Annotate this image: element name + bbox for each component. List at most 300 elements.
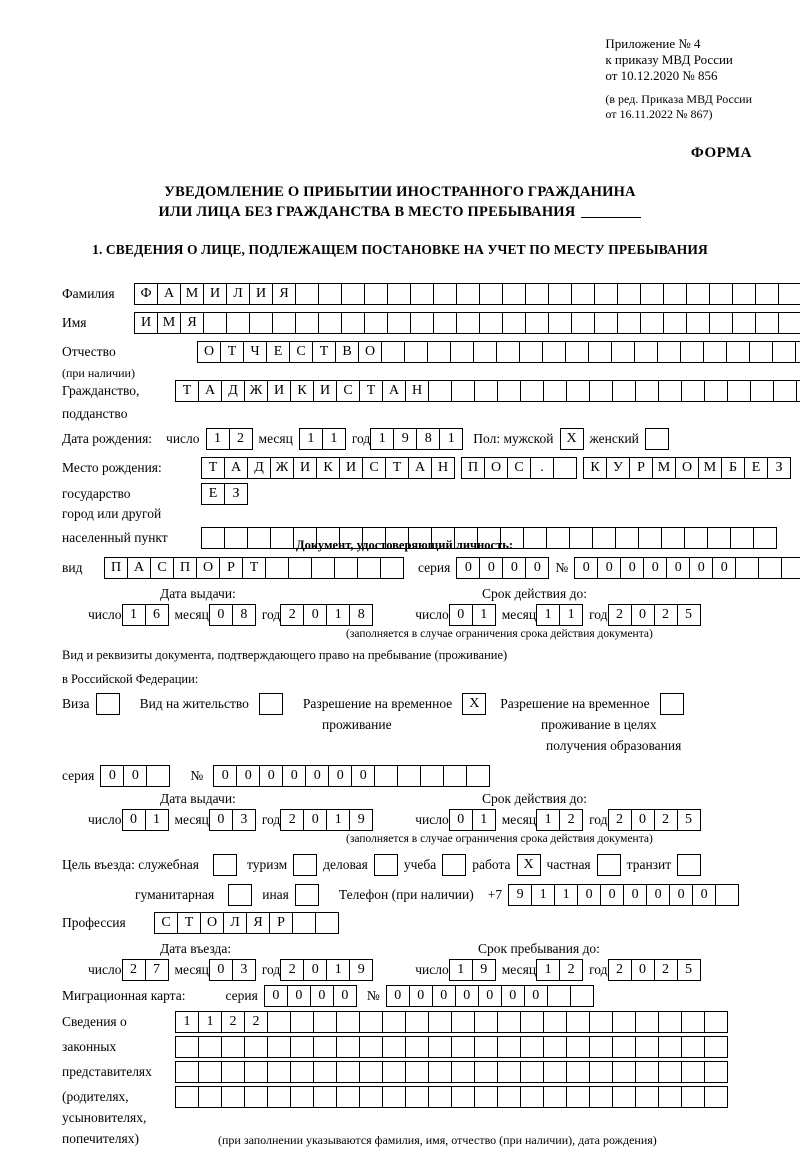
form-cell[interactable] — [288, 557, 312, 579]
form-cell[interactable]: 0 — [577, 884, 601, 906]
form-cell[interactable] — [311, 557, 335, 579]
form-cell[interactable]: 0 — [432, 985, 456, 1007]
form-cell[interactable] — [336, 1086, 360, 1108]
form-cell[interactable] — [543, 1036, 567, 1058]
form-cell[interactable]: 1 — [536, 959, 560, 981]
form-cell[interactable]: 0 — [478, 985, 502, 1007]
form-cell[interactable] — [318, 312, 342, 334]
form-cell[interactable] — [658, 1036, 682, 1058]
form-cell[interactable]: X — [517, 854, 541, 876]
form-cell[interactable] — [611, 341, 635, 363]
form-cell[interactable] — [773, 380, 797, 402]
form-cell[interactable] — [451, 1061, 475, 1083]
form-cell[interactable] — [615, 527, 639, 549]
form-cell[interactable]: Е — [744, 457, 768, 479]
phone-cells[interactable] — [508, 884, 739, 906]
form-cell[interactable] — [224, 527, 248, 549]
form-cell[interactable] — [228, 884, 252, 906]
form-cell[interactable]: 0 — [209, 959, 233, 981]
form-cell[interactable] — [382, 1011, 406, 1033]
form-cell[interactable] — [451, 1086, 475, 1108]
form-cell[interactable]: 1 — [536, 604, 560, 626]
form-cell[interactable]: О — [675, 457, 699, 479]
form-cell[interactable]: З — [224, 483, 248, 505]
form-cell[interactable]: X — [560, 428, 584, 450]
form-cell[interactable] — [397, 765, 421, 787]
form-cell[interactable]: Н — [405, 380, 429, 402]
edu-residence-checkbox[interactable] — [660, 693, 684, 715]
doc-type-cells[interactable] — [104, 557, 404, 579]
form-cell[interactable] — [589, 1061, 613, 1083]
form-cell[interactable]: 0 — [122, 809, 146, 831]
form-cell[interactable]: 0 — [264, 985, 288, 1007]
form-cell[interactable] — [704, 380, 728, 402]
form-cell[interactable]: 1 — [145, 809, 169, 831]
form-cell[interactable] — [543, 1061, 567, 1083]
form-cell[interactable] — [525, 283, 549, 305]
form-cell[interactable] — [661, 527, 685, 549]
form-cell[interactable] — [566, 1086, 590, 1108]
form-cell[interactable]: И — [249, 283, 273, 305]
form-cell[interactable] — [663, 312, 687, 334]
form-cell[interactable]: 9 — [393, 428, 417, 450]
form-cell[interactable] — [772, 341, 796, 363]
form-cell[interactable]: Р — [629, 457, 653, 479]
form-cell[interactable]: 2 — [221, 1011, 245, 1033]
form-cell[interactable] — [749, 341, 773, 363]
form-cell[interactable]: 0 — [449, 809, 473, 831]
form-cell[interactable] — [686, 312, 710, 334]
form-cell[interactable] — [566, 380, 590, 402]
form-cell[interactable]: 1 — [554, 884, 578, 906]
birth-day-cells[interactable] — [206, 428, 253, 450]
form-cell[interactable] — [175, 1036, 199, 1058]
form-cell[interactable]: Т — [359, 380, 383, 402]
sex-male-checkbox[interactable] — [560, 428, 584, 450]
form-cell[interactable] — [681, 1011, 705, 1033]
form-cell[interactable] — [680, 341, 704, 363]
doc-number-cells[interactable] — [574, 557, 800, 579]
birthplace-city-cells[interactable] — [583, 457, 791, 479]
form-cell[interactable]: С — [150, 557, 174, 579]
form-cell[interactable] — [543, 1011, 567, 1033]
form-cell[interactable]: Д — [221, 380, 245, 402]
form-cell[interactable] — [267, 1086, 291, 1108]
form-cell[interactable]: О — [484, 457, 508, 479]
form-cell[interactable] — [267, 1061, 291, 1083]
form-cell[interactable]: Н — [431, 457, 455, 479]
form-cell[interactable] — [226, 312, 250, 334]
form-cell[interactable] — [548, 283, 572, 305]
form-cell[interactable]: Л — [223, 912, 247, 934]
form-cell[interactable]: 1 — [299, 428, 323, 450]
form-cell[interactable] — [175, 1061, 199, 1083]
permit-issue-month-cells[interactable] — [209, 809, 256, 831]
form-cell[interactable]: А — [127, 557, 151, 579]
form-cell[interactable]: А — [382, 380, 406, 402]
form-cell[interactable] — [198, 1086, 222, 1108]
form-cell[interactable]: И — [313, 380, 337, 402]
form-cell[interactable]: О — [358, 341, 382, 363]
form-cell[interactable] — [313, 1036, 337, 1058]
citizenship-cells[interactable] — [175, 380, 800, 402]
form-cell[interactable]: 1 — [175, 1011, 199, 1033]
form-cell[interactable]: И — [339, 457, 363, 479]
form-cell[interactable]: П — [461, 457, 485, 479]
form-cell[interactable]: Р — [219, 557, 243, 579]
form-cell[interactable] — [755, 312, 779, 334]
form-cell[interactable]: 0 — [303, 959, 327, 981]
form-cell[interactable]: А — [408, 457, 432, 479]
form-cell[interactable] — [496, 341, 520, 363]
form-cell[interactable] — [715, 884, 739, 906]
form-cell[interactable]: 0 — [574, 557, 598, 579]
form-cell[interactable]: Ж — [270, 457, 294, 479]
form-cell[interactable] — [382, 1036, 406, 1058]
stay-month-cells[interactable] — [536, 959, 583, 981]
form-cell[interactable]: 0 — [100, 765, 124, 787]
form-cell[interactable] — [658, 1086, 682, 1108]
entry-day-cells[interactable] — [122, 959, 169, 981]
form-cell[interactable]: С — [154, 912, 178, 934]
form-cell[interactable] — [726, 341, 750, 363]
form-cell[interactable]: Я — [180, 312, 204, 334]
form-cell[interactable] — [221, 1061, 245, 1083]
form-cell[interactable] — [612, 380, 636, 402]
form-cell[interactable] — [640, 312, 664, 334]
form-cell[interactable] — [732, 312, 756, 334]
form-cell[interactable] — [442, 854, 466, 876]
form-cell[interactable]: 0 — [666, 557, 690, 579]
form-cell[interactable]: 2 — [608, 809, 632, 831]
form-cell[interactable] — [479, 312, 503, 334]
form-cell[interactable]: 0 — [623, 884, 647, 906]
form-cell[interactable] — [543, 380, 567, 402]
form-cell[interactable]: 2 — [654, 809, 678, 831]
doc-series-cells[interactable] — [456, 557, 549, 579]
form-cell[interactable] — [359, 1011, 383, 1033]
form-cell[interactable] — [456, 312, 480, 334]
form-cell[interactable]: 2 — [280, 959, 304, 981]
form-cell[interactable] — [473, 341, 497, 363]
form-cell[interactable]: 2 — [229, 428, 253, 450]
form-cell[interactable]: М — [698, 457, 722, 479]
form-cell[interactable]: 2 — [559, 809, 583, 831]
form-cell[interactable] — [645, 428, 669, 450]
form-cell[interactable]: 0 — [333, 985, 357, 1007]
form-cell[interactable] — [292, 912, 316, 934]
form-cell[interactable]: А — [198, 380, 222, 402]
form-cell[interactable]: 1 — [122, 604, 146, 626]
form-cell[interactable] — [727, 380, 751, 402]
form-cell[interactable]: 2 — [608, 604, 632, 626]
form-cell[interactable]: Л — [226, 283, 250, 305]
form-cell[interactable]: 0 — [669, 884, 693, 906]
form-cell[interactable]: 9 — [349, 809, 373, 831]
form-cell[interactable] — [405, 1036, 429, 1058]
form-cell[interactable]: 0 — [631, 809, 655, 831]
form-cell[interactable]: Т — [242, 557, 266, 579]
issue-year-cells[interactable] — [280, 604, 373, 626]
form-cell[interactable] — [704, 1086, 728, 1108]
issue-month-cells[interactable] — [209, 604, 256, 626]
form-cell[interactable]: Т — [385, 457, 409, 479]
form-cell[interactable] — [380, 557, 404, 579]
form-cell[interactable] — [451, 1036, 475, 1058]
form-cell[interactable] — [290, 1086, 314, 1108]
form-cell[interactable]: М — [180, 283, 204, 305]
form-cell[interactable] — [293, 854, 317, 876]
form-cell[interactable] — [428, 1011, 452, 1033]
valid-month-cells[interactable] — [536, 604, 583, 626]
form-cell[interactable]: 5 — [677, 604, 701, 626]
form-cell[interactable]: О — [200, 912, 224, 934]
form-cell[interactable] — [387, 283, 411, 305]
form-cell[interactable] — [244, 1061, 268, 1083]
form-cell[interactable] — [547, 985, 571, 1007]
form-cell[interactable] — [502, 312, 526, 334]
form-cell[interactable]: 0 — [123, 765, 147, 787]
form-cell[interactable] — [336, 1036, 360, 1058]
form-cell[interactable] — [451, 380, 475, 402]
form-cell[interactable] — [474, 1036, 498, 1058]
form-cell[interactable] — [548, 312, 572, 334]
form-cell[interactable] — [450, 341, 474, 363]
form-cell[interactable]: Т — [175, 380, 199, 402]
form-cell[interactable]: К — [583, 457, 607, 479]
form-cell[interactable] — [221, 1086, 245, 1108]
form-cell[interactable] — [203, 312, 227, 334]
form-cell[interactable] — [709, 283, 733, 305]
form-cell[interactable] — [272, 312, 296, 334]
form-cell[interactable] — [589, 380, 613, 402]
form-cell[interactable]: 0 — [449, 604, 473, 626]
form-cell[interactable]: У — [606, 457, 630, 479]
form-cell[interactable] — [570, 985, 594, 1007]
form-cell[interactable] — [594, 283, 618, 305]
form-cell[interactable]: Т — [312, 341, 336, 363]
form-cell[interactable] — [295, 884, 319, 906]
permit-issue-day-cells[interactable] — [122, 809, 169, 831]
form-cell[interactable] — [433, 283, 457, 305]
form-cell[interactable]: 0 — [501, 985, 525, 1007]
form-cell[interactable]: 3 — [232, 809, 256, 831]
form-cell[interactable]: Д — [247, 457, 271, 479]
form-cell[interactable]: Ж — [244, 380, 268, 402]
form-cell[interactable] — [374, 854, 398, 876]
form-cell[interactable] — [755, 283, 779, 305]
form-cell[interactable] — [313, 1011, 337, 1033]
form-cell[interactable]: 0 — [409, 985, 433, 1007]
form-cell[interactable] — [213, 854, 237, 876]
form-cell[interactable] — [451, 1011, 475, 1033]
form-cell[interactable] — [428, 1036, 452, 1058]
form-cell[interactable]: Ч — [243, 341, 267, 363]
form-cell[interactable] — [588, 341, 612, 363]
form-cell[interactable]: 0 — [712, 557, 736, 579]
form-cell[interactable]: 6 — [145, 604, 169, 626]
form-cell[interactable] — [290, 1036, 314, 1058]
migration-series-cells[interactable] — [264, 985, 357, 1007]
form-cell[interactable] — [336, 1061, 360, 1083]
form-cell[interactable] — [175, 1086, 199, 1108]
form-cell[interactable] — [497, 1086, 521, 1108]
form-cell[interactable] — [359, 1086, 383, 1108]
form-cell[interactable] — [681, 1036, 705, 1058]
form-cell[interactable]: 9 — [508, 884, 532, 906]
form-cell[interactable] — [612, 1036, 636, 1058]
form-cell[interactable] — [735, 557, 759, 579]
form-cell[interactable]: 9 — [349, 959, 373, 981]
form-cell[interactable] — [520, 1036, 544, 1058]
form-cell[interactable]: 1 — [531, 884, 555, 906]
form-cell[interactable] — [244, 1036, 268, 1058]
form-cell[interactable] — [686, 283, 710, 305]
legal-rep-row-2[interactable] — [175, 1036, 728, 1058]
form-cell[interactable] — [681, 1061, 705, 1083]
form-cell[interactable] — [520, 380, 544, 402]
form-cell[interactable]: 0 — [209, 604, 233, 626]
form-cell[interactable]: П — [104, 557, 128, 579]
form-cell[interactable] — [658, 1061, 682, 1083]
form-cell[interactable] — [730, 527, 754, 549]
form-cell[interactable]: 2 — [280, 604, 304, 626]
form-cell[interactable] — [658, 1011, 682, 1033]
purpose-study-checkbox[interactable] — [442, 854, 466, 876]
residence-permit-checkbox[interactable] — [259, 693, 283, 715]
form-cell[interactable] — [732, 283, 756, 305]
form-cell[interactable]: 0 — [524, 985, 548, 1007]
form-cell[interactable] — [334, 557, 358, 579]
form-cell[interactable]: 1 — [198, 1011, 222, 1033]
form-cell[interactable]: С — [507, 457, 531, 479]
form-cell[interactable] — [677, 854, 701, 876]
form-cell[interactable]: 0 — [689, 557, 713, 579]
permit-valid-month-cells[interactable] — [536, 809, 583, 831]
form-cell[interactable]: Я — [272, 283, 296, 305]
form-cell[interactable] — [428, 380, 452, 402]
form-cell[interactable] — [565, 341, 589, 363]
form-cell[interactable] — [569, 527, 593, 549]
form-cell[interactable] — [707, 527, 731, 549]
form-cell[interactable] — [638, 527, 662, 549]
form-cell[interactable]: 0 — [259, 765, 283, 787]
form-cell[interactable] — [267, 1011, 291, 1033]
birth-year-cells[interactable] — [370, 428, 463, 450]
purpose-transit-checkbox[interactable] — [677, 854, 701, 876]
form-cell[interactable] — [635, 380, 659, 402]
form-cell[interactable] — [681, 1086, 705, 1108]
form-cell[interactable] — [709, 312, 733, 334]
form-cell[interactable] — [553, 457, 577, 479]
form-cell[interactable] — [497, 380, 521, 402]
form-cell[interactable] — [466, 765, 490, 787]
form-cell[interactable] — [479, 283, 503, 305]
form-cell[interactable] — [201, 527, 225, 549]
birth-month-cells[interactable] — [299, 428, 346, 450]
form-cell[interactable]: 0 — [303, 604, 327, 626]
form-cell[interactable] — [382, 1086, 406, 1108]
form-cell[interactable]: Т — [177, 912, 201, 934]
form-cell[interactable] — [497, 1036, 521, 1058]
form-cell[interactable] — [571, 283, 595, 305]
form-cell[interactable] — [758, 557, 782, 579]
form-cell[interactable] — [704, 1036, 728, 1058]
form-cell[interactable] — [295, 312, 319, 334]
form-cell[interactable]: 2 — [280, 809, 304, 831]
form-cell[interactable] — [634, 341, 658, 363]
valid-year-cells[interactable] — [608, 604, 701, 626]
form-cell[interactable] — [681, 380, 705, 402]
form-cell[interactable] — [427, 341, 451, 363]
issue-day-cells[interactable] — [122, 604, 169, 626]
form-cell[interactable]: 1 — [472, 809, 496, 831]
permit-number-cells[interactable] — [213, 765, 490, 787]
form-cell[interactable]: 5 — [677, 809, 701, 831]
form-cell[interactable]: 1 — [536, 809, 560, 831]
form-cell[interactable]: С — [362, 457, 386, 479]
form-cell[interactable] — [405, 1011, 429, 1033]
form-cell[interactable] — [525, 312, 549, 334]
form-cell[interactable]: Б — [721, 457, 745, 479]
form-cell[interactable]: 0 — [456, 557, 480, 579]
entry-year-cells[interactable] — [280, 959, 373, 981]
form-cell[interactable] — [589, 1086, 613, 1108]
form-cell[interactable]: 0 — [287, 985, 311, 1007]
form-cell[interactable]: 1 — [206, 428, 230, 450]
form-cell[interactable]: 0 — [209, 809, 233, 831]
form-cell[interactable] — [566, 1036, 590, 1058]
form-cell[interactable] — [359, 1036, 383, 1058]
form-cell[interactable] — [592, 527, 616, 549]
form-cell[interactable] — [704, 1011, 728, 1033]
form-cell[interactable]: И — [293, 457, 317, 479]
form-cell[interactable] — [198, 1036, 222, 1058]
form-cell[interactable]: О — [197, 341, 221, 363]
form-cell[interactable]: Ф — [134, 283, 158, 305]
stay-year-cells[interactable] — [608, 959, 701, 981]
form-cell[interactable] — [635, 1011, 659, 1033]
legal-rep-row-4[interactable] — [175, 1086, 728, 1108]
form-cell[interactable] — [341, 283, 365, 305]
form-cell[interactable] — [474, 1086, 498, 1108]
form-cell[interactable] — [753, 527, 777, 549]
form-cell[interactable]: 0 — [303, 809, 327, 831]
form-cell[interactable]: 0 — [502, 557, 526, 579]
form-cell[interactable] — [433, 312, 457, 334]
form-cell[interactable] — [640, 283, 664, 305]
form-cell[interactable] — [357, 557, 381, 579]
migration-number-cells[interactable] — [386, 985, 594, 1007]
form-cell[interactable] — [597, 854, 621, 876]
form-cell[interactable] — [663, 283, 687, 305]
form-cell[interactable]: 0 — [310, 985, 334, 1007]
form-cell[interactable] — [267, 1036, 291, 1058]
form-cell[interactable] — [313, 1086, 337, 1108]
form-cell[interactable] — [778, 312, 800, 334]
form-cell[interactable] — [221, 1036, 245, 1058]
form-cell[interactable]: 0 — [455, 985, 479, 1007]
form-cell[interactable] — [364, 283, 388, 305]
form-cell[interactable] — [750, 380, 774, 402]
form-cell[interactable] — [497, 1011, 521, 1033]
form-cell[interactable]: 0 — [282, 765, 306, 787]
form-cell[interactable] — [660, 693, 684, 715]
form-cell[interactable] — [635, 1086, 659, 1108]
form-cell[interactable] — [410, 283, 434, 305]
form-cell[interactable] — [456, 283, 480, 305]
form-cell[interactable] — [315, 912, 339, 934]
